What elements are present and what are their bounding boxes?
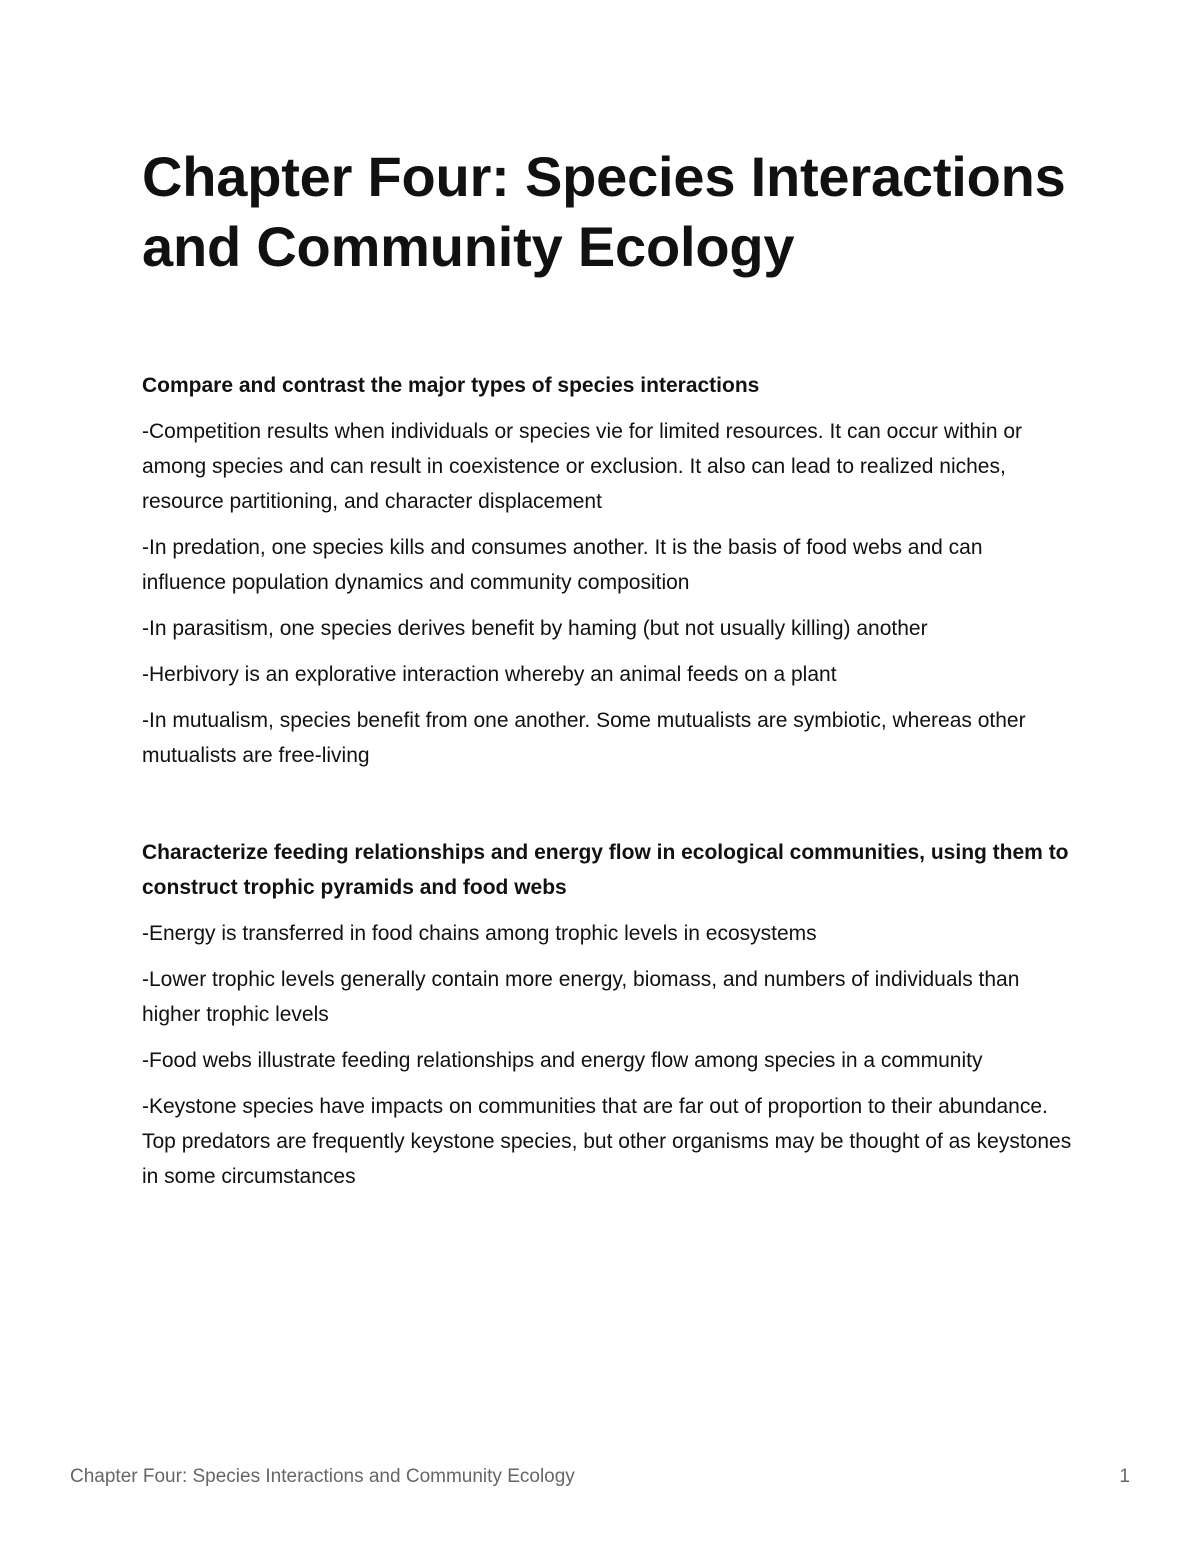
page-footer — [70, 1462, 1130, 1492]
paragraph-food-webs: -Food webs illustrate feeding relationships and energy flow among species in a community — [142, 1049, 983, 1072]
paragraph-parasitism: -In parasitism, one species derives benefit by haming (but not usually killing) another — [142, 617, 928, 640]
section-heading: Characterize feeding relationships and energy flow in ecological communities, using them to construct trophic pyramids and food webs — [142, 841, 1069, 899]
paragraph-lower-trophic-levels: -Lower trophic levels generally contain more energy, biomass, and numbers of individuals than higher trophic levels — [142, 968, 1020, 1026]
section-species-interactions — [142, 368, 1072, 773]
section-heading: Compare and contrast the major types of species interactions — [142, 374, 760, 397]
page-number: 1 — [1119, 1466, 1130, 1487]
paragraph-competition: -Competition results when individuals or species vie for limited resources. It can occur within or among species and can result in coexistence or exclusion. It also can lead to realized niches, resource partitioning, and character displacement — [142, 420, 1023, 513]
document-title: Chapter Four: Species Interactions and Community Ecology — [142, 145, 1066, 278]
paragraph-energy-transfer: -Energy is transferred in food chains among trophic levels in ecosystems — [142, 922, 817, 945]
paragraph-predation: -In predation, one species kills and consumes another. It is the basis of food webs and can influence population dynamics and community composition — [142, 536, 983, 594]
section-feeding-relationships — [142, 835, 1072, 1194]
paragraph-herbivory: -Herbivory is an explorative interaction whereby an animal feeds on a plant — [142, 663, 837, 686]
footer-title: Chapter Four: Species Interactions and Community Ecology — [70, 1466, 575, 1487]
paragraph-mutualism: -In mutualism, species benefit from one another. Some mutualists are symbiotic, whereas other mutualists are free-living — [142, 709, 1026, 767]
paragraph-keystone-species: -Keystone species have impacts on communities that are far out of proportion to their abundance. Top predators are frequently keystone species, but other organisms may be thought of as keystones in some circumstances — [142, 1095, 1072, 1188]
page-content — [142, 142, 1072, 1205]
